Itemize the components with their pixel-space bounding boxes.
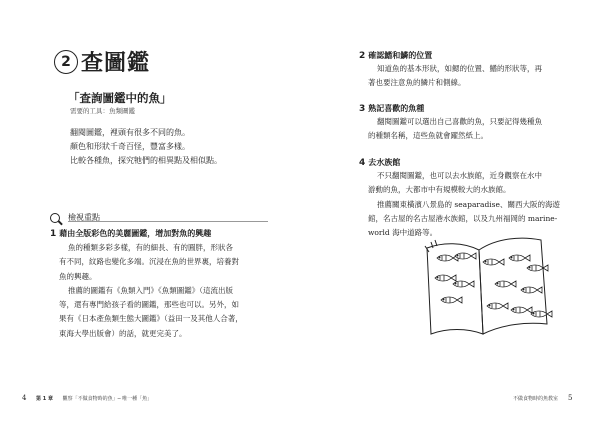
point-title: 確認鰭和鱗的位置 (368, 51, 433, 60)
fish-icon (511, 307, 532, 313)
runner-text: 不做食物時的魚教室 (513, 396, 559, 402)
intro-line: 比較各種魚，探究牠們的相異點及相似點。 (70, 156, 222, 165)
point-2-body (368, 62, 542, 91)
divider (68, 221, 268, 222)
body-line: 東海大學出版會）的話，就更完美了。 (59, 328, 187, 338)
fish-icon (521, 287, 542, 293)
fish-icon (483, 259, 504, 265)
point-1-body (59, 241, 243, 341)
fish-icon (435, 275, 456, 281)
magnifier-icon (50, 213, 60, 223)
point-title: 去水族館 (368, 158, 401, 167)
page-number: 5 (568, 394, 573, 402)
chapter-heading (54, 46, 150, 77)
intro-line: 翻閱圖鑑，裡頭有很多不同的魚。 (70, 128, 190, 137)
required-tools: 需要的工具：魚類圖鑑 (70, 107, 135, 115)
point-title: 熟記喜歡的魚種 (368, 104, 425, 113)
fish-icon (495, 281, 516, 287)
point-3-heading (359, 103, 424, 114)
runner-section: 第 1 章 (36, 396, 53, 402)
body-line: 魚的興趣。 (59, 271, 97, 281)
body-line: 有不同，紋路也變化多端。沉浸在魚的世界裏，培養對 (59, 257, 239, 267)
key-points-label: 檢視重點 (68, 213, 100, 222)
point-4-heading (359, 157, 400, 168)
fish-icon (527, 265, 548, 271)
body-line: world 海中道路等。 (368, 228, 438, 238)
body-line: 果有《日本產魚類生態大圖鑑》（益田一及其他人合著， (59, 314, 243, 324)
point-2-heading (359, 50, 432, 61)
point-1-heading (50, 228, 211, 239)
point-number: 1 (50, 229, 57, 239)
point-3-body (368, 115, 542, 144)
fish-icon (453, 281, 474, 287)
body-line: 知道魚的基本形狀，如鰓的位置、鰭的形狀等，再 (377, 64, 542, 73)
body-line: 推薦的圖鑑有《魚類入門》《魚類圖鑑》（這流出版 (68, 285, 233, 295)
fish-icon (455, 253, 476, 259)
activity-title: 「查詢圖鑑中的魚」 (68, 91, 172, 105)
body-line: 等，還有專門給孩子看的圖鑑，那些也可以。另外，如 (59, 300, 239, 310)
activity-intro (70, 126, 222, 168)
fish-book-illustration (423, 228, 553, 340)
body-line: 翻閱圖鑑可以選出自己喜歡的魚，只要記得幾種魚 (377, 117, 542, 126)
runner-text: 觀察「不做食物時的魚」─ 唯一種「魚」 (62, 396, 153, 402)
point-title: 藉由全版彩色的美麗圖鑑，增加對魚的興趣 (59, 229, 212, 238)
body-line: 游動的魚，大都市中有規模較大的水族館。 (368, 185, 511, 195)
intro-line: 顏色和形狀千奇百怪，豐富多樣。 (70, 142, 190, 151)
body-line: 不只翻閱圖鑑，也可以去水族館，近身觀察在水中 (377, 171, 542, 180)
fish-icon (441, 297, 462, 303)
body-line: 館，名古屋的名古屋港水族館，以及九州福岡的 marine- (368, 213, 558, 223)
chapter-number: 2 (54, 50, 78, 74)
body-line: 的種類名稱，這些魚就會躍然紙上。 (368, 131, 488, 141)
body-line: 魚的種類多彩多樣，有的細長、有的圓胖，形狀各 (68, 243, 233, 252)
book-right-leaf (479, 238, 547, 334)
fish-icon (487, 303, 508, 309)
body-line: 著也要注意魚的鱗片和側線。 (368, 78, 466, 88)
right-page (300, 0, 600, 425)
point-number: 3 (359, 104, 366, 114)
point-number: 2 (359, 51, 366, 61)
fish-icon (531, 311, 552, 317)
body-line: 推薦關東橫濱八景島的 seaparadise、關西大阪的海遊 (377, 199, 560, 209)
page-number: 4 (22, 394, 27, 402)
point-number: 4 (359, 158, 366, 168)
running-head (36, 395, 152, 402)
running-head (513, 395, 558, 402)
chapter-title: 查圖鑑 (81, 51, 151, 76)
fish-icon (509, 255, 530, 261)
